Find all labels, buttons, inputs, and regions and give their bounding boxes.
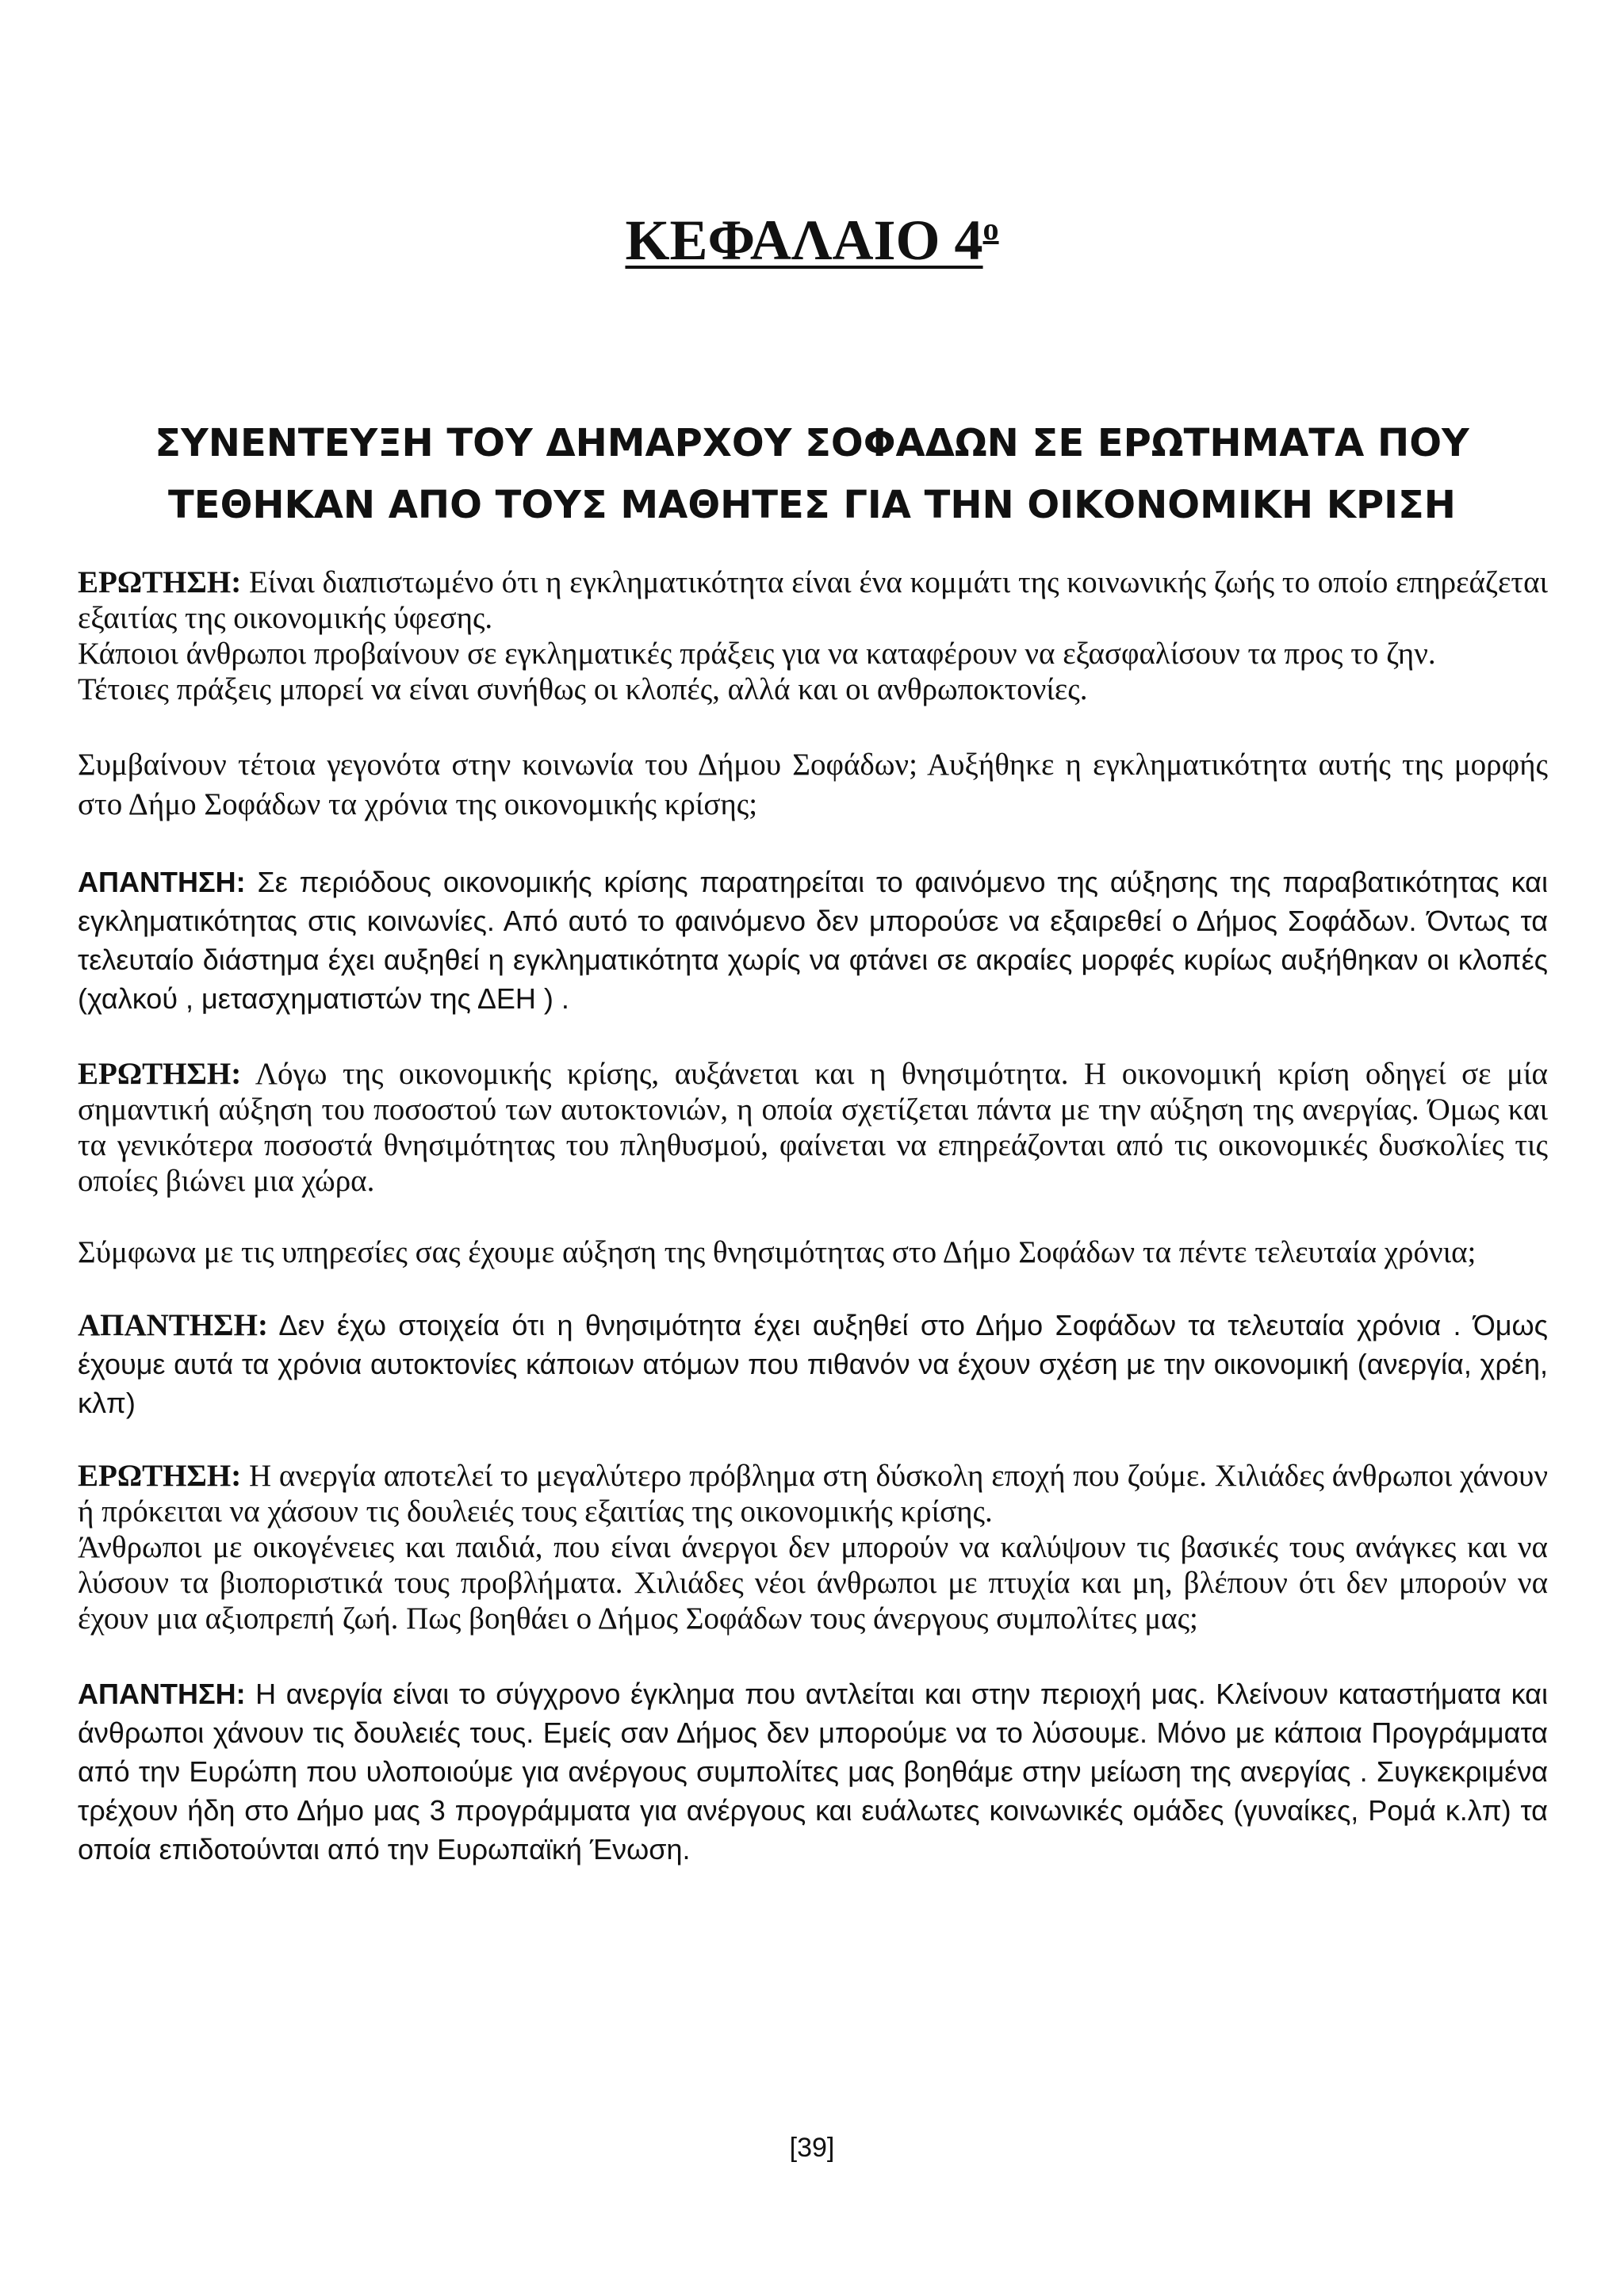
chapter-title-text: ΚΕΦΑΛΑΙΟ 4	[625, 209, 983, 272]
question-3-paragraph-2: Άνθρωποι με οικογένειες και παιδιά, που είναι άνεργοι δεν μπορούν να καλύψουν τις βασικές τους ανάγκες και να λύσουν τα βιοποριστικά τους προβλήματα. Χιλιάδες νέοι άνθρωποι με πτυχία και μη, βλέπουν ότι δεν μπορούν να έχουν μια αξιοπρεπή ζωή. Πως βοηθάει ο Δήμος Σοφάδων τους άνεργους συμπολίτες μας;	[78, 1530, 1548, 1636]
answer-label: ΑΠΑΝΤΗΣΗ:	[78, 1678, 246, 1710]
question-3-paragraph	[78, 1458, 1548, 1529]
heading-line-1: ΣΥΝΕΝΤΕΥΞΗ ΤΟΥ ΔΗΜΑΡΧΟΥ ΣΟΦΑΔΩΝ ΣΕ ΕΡΩΤΗΜΑΤΑ ΠΟΥ	[155, 421, 1469, 465]
chapter-title-superscript: ο	[982, 211, 999, 247]
spacer	[78, 1018, 1548, 1056]
question-label: ΕΡΩΤΗΣΗ:	[78, 565, 242, 599]
answer-label: ΑΠΑΝΤΗΣΗ:	[78, 866, 246, 898]
spacer	[78, 1270, 1548, 1306]
question-3-text-1: Η ανεργία αποτελεί το μεγαλύτερο πρόβλημα στη δύσκολη εποχή που ζούμε. Χιλιάδες άνθρωποι χάνουν ή πρόκειται να χάσουν τις δουλειές τους εξαιτίας της οικονομικής κρίσης.	[78, 1459, 1548, 1529]
spacer	[78, 1636, 1548, 1674]
question-label: ΕΡΩΤΗΣΗ:	[78, 1459, 242, 1493]
answer-1-paragraph	[78, 863, 1548, 1018]
spacer	[78, 1199, 1548, 1234]
spacer	[78, 825, 1548, 863]
question-1-paragraph-2: Κάποιοι άνθρωποι προβαίνουν σε εγκληματικές πράξεις για να καταφέρουν να εξασφαλίσουν τα προς το ζην.	[78, 637, 1436, 671]
page-number: [39]	[789, 2133, 835, 2163]
question-1-paragraph-3: Τέτοιες πράξεις μπορεί να είναι συνήθως οι κλοπές, αλλά και οι ανθρωποκτονίες.	[78, 672, 1088, 706]
question-1-paragraph	[78, 564, 1548, 636]
question-2-paragraph	[78, 1056, 1548, 1199]
answer-3-paragraph	[78, 1674, 1548, 1869]
answer-1-text: Σε περιόδους οικονομικής κρίσης παρατηρείται το φαινόμενο της αύξησης της παραβατικότητας και εγκληματικότητας στις κοινωνίες. Από αυτό το φαινόμενο δεν μπορούσε να εξαιρεθεί ο Δήμος Σοφάδων. Όντως τα τελευταίο διάστημα έχει αυξηθεί η εγκληματικότητα χωρίς να φτάνει σε ακραίες μορφές κυρίως αυξήθηκαν οι κλοπές (χαλκού , μετασχηματιστών της ΔΕΗ ) .	[78, 866, 1548, 1015]
interview-heading	[63, 412, 1561, 536]
question-2-text-1: Λόγω της οικονομικής κρίσης, αυξάνεται και η θνησιμότητα. Η οικονομική κρίση οδηγεί σε μία σημαντική αύξηση του ποσοστού των αυτοκτονιών, η οποία σχετίζεται πάντα με την αύξηση της ανεργίας. Όμως και τα γενικότερα ποσοστά θνησιμότητας του πληθυσμού, φαίνεται να επηρεάζονται από τις οικονομικές δυσκολίες τις οποίες βιώνει μια χώρα.	[78, 1057, 1548, 1198]
question-label: ΕΡΩΤΗΣΗ:	[78, 1057, 242, 1091]
heading-line-2: ΤΕΘΗΚΑΝ ΑΠΟ ΤΟΥΣ ΜΑΘΗΤΕΣ ΓΙΑ ΤΗΝ ΟΙΚΟΝΟΜΙΚΗ ΚΡΙΣΗ	[168, 483, 1456, 527]
spacer	[78, 1422, 1548, 1458]
question-1-paragraph-4: Συμβαίνουν τέτοια γεγονότα στην κοινωνία του Δήμου Σοφάδων; Αυξήθηκε η εγκληματικότητα αυτής της μορφής στο Δήμο Σοφάδων τα χρόνια της οικονομικής κρίσης;	[78, 748, 1548, 821]
chapter-title	[0, 205, 1624, 276]
question-2-paragraph-2: Σύμφωνα με τις υπηρεσίες σας έχουμε αύξηση της θνησιμότητας στο Δήμο Σοφάδων τα πέντε τελευταία χρόνια;	[78, 1235, 1477, 1269]
document-body	[78, 564, 1548, 1869]
answer-label: ΑΠΑΝΤΗΣΗ:	[78, 1308, 268, 1342]
question-1-text-1: Είναι διαπιστωμένο ότι η εγκληματικότητα είναι ένα κομμάτι της κοινωνικής ζωής το οποίο επηρεάζεται εξαιτίας της οικονομικής ύφεσης.	[78, 565, 1548, 635]
answer-3-text: Η ανεργία είναι το σύγχρονο έγκλημα που αντλείται και στην περιοχή μας. Κλείνουν καταστήματα και άνθρωποι χάνουν τις δουλειές τους. Εμείς σαν Δήμος δεν μπορούμε να το λύσουμε. Μόνο με κάποια Προγράμματα από την Ευρώπη που υλοποιούμε για ανέργους συμπολίτες μας βοηθάμε στην μείωση της ανεργίας . Συγκεκριμένα τρέχουν ήδη στο Δήμο μας 3 προγράμματα για ανέργους και ευάλωτες κοινωνικές ομάδες (γυναίκες, Ρομά κ.λπ) τα οποία επιδοτούνται από την Ευρωπαϊκή Ένωση.	[78, 1678, 1548, 1866]
answer-2-paragraph	[78, 1306, 1548, 1422]
answer-2-text: Δεν έχω στοιχεία ότι η θνησιμότητα έχει αυξηθεί στο Δήμο Σοφάδων τα τελευταία χρόνια . Όμως έχουμε αυτά τα χρόνια αυτοκτονίες κάποιων ατόμων που πιθανόν να έχουν σχέση με την οικονομική (ανεργία, χρέη, κλπ)	[78, 1309, 1548, 1419]
spacer	[78, 707, 1548, 745]
